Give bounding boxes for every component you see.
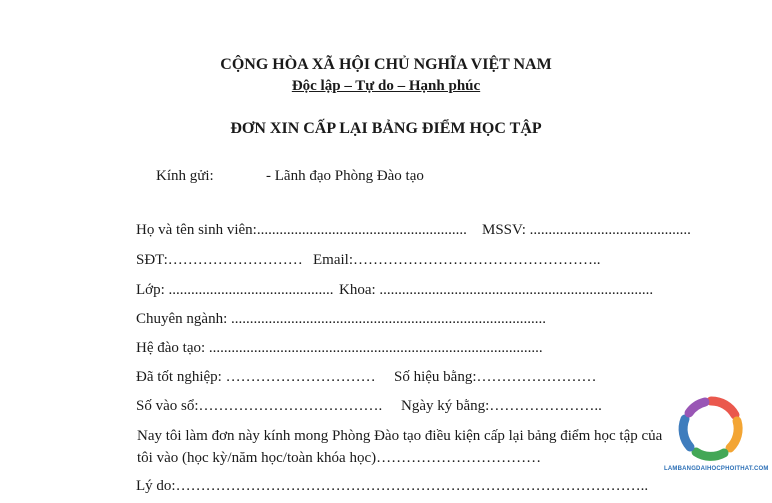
request-line-2: tôi vào (học kỳ/năm học/toàn khóa học)……………………………: [137, 450, 542, 466]
national-title: CỘNG HÒA XÃ HỘI CHỦ NGHĨA VIỆT NAM: [220, 56, 552, 73]
field-reason: Lý do:…………………………………………………………………………………..: [136, 478, 649, 494]
field-mssv: MSSV: ...........................................: [482, 222, 691, 238]
document-title: ĐƠN XIN CẤP LẠI BẢNG ĐIỂM HỌC TẬP: [230, 120, 542, 137]
field-training-system: Hệ đào tạo: .........................................................................................: [136, 340, 543, 356]
field-email: Email:…………………………………………..: [313, 252, 601, 268]
recipient-value: - Lãnh đạo Phòng Đào tạo: [266, 168, 424, 184]
watermark-logo-icon: [676, 393, 746, 463]
field-graduated: Đã tốt nghiệp: …………………………: [136, 369, 376, 385]
field-entry-number: Số vào sổ:……………………………….: [136, 398, 383, 414]
watermark-text: LAMBANGDAIHOCPHOITHAT.COM: [664, 466, 769, 472]
field-diploma-number: Số hiệu bằng:……………………: [394, 369, 597, 385]
recipient-label: Kính gửi:: [156, 168, 214, 184]
field-student-name: Họ và tên sinh viên:........................................................: [136, 222, 467, 238]
field-issue-date: Ngày ký bằng:…………………..: [401, 398, 602, 414]
field-phone: SĐT:………………………: [136, 252, 303, 268]
national-motto: Độc lập – Tự do – Hạnh phúc: [291, 78, 481, 94]
field-class: Lớp: ............................................: [136, 282, 334, 298]
request-line-1: Nay tôi làm đơn này kính mong Phòng Đào tạo điều kiện cấp lại bảng điểm học tập của: [137, 428, 663, 444]
field-major: Chuyên ngành: ....................................................................................: [136, 311, 546, 327]
field-faculty: Khoa: .........................................................................: [339, 282, 654, 298]
